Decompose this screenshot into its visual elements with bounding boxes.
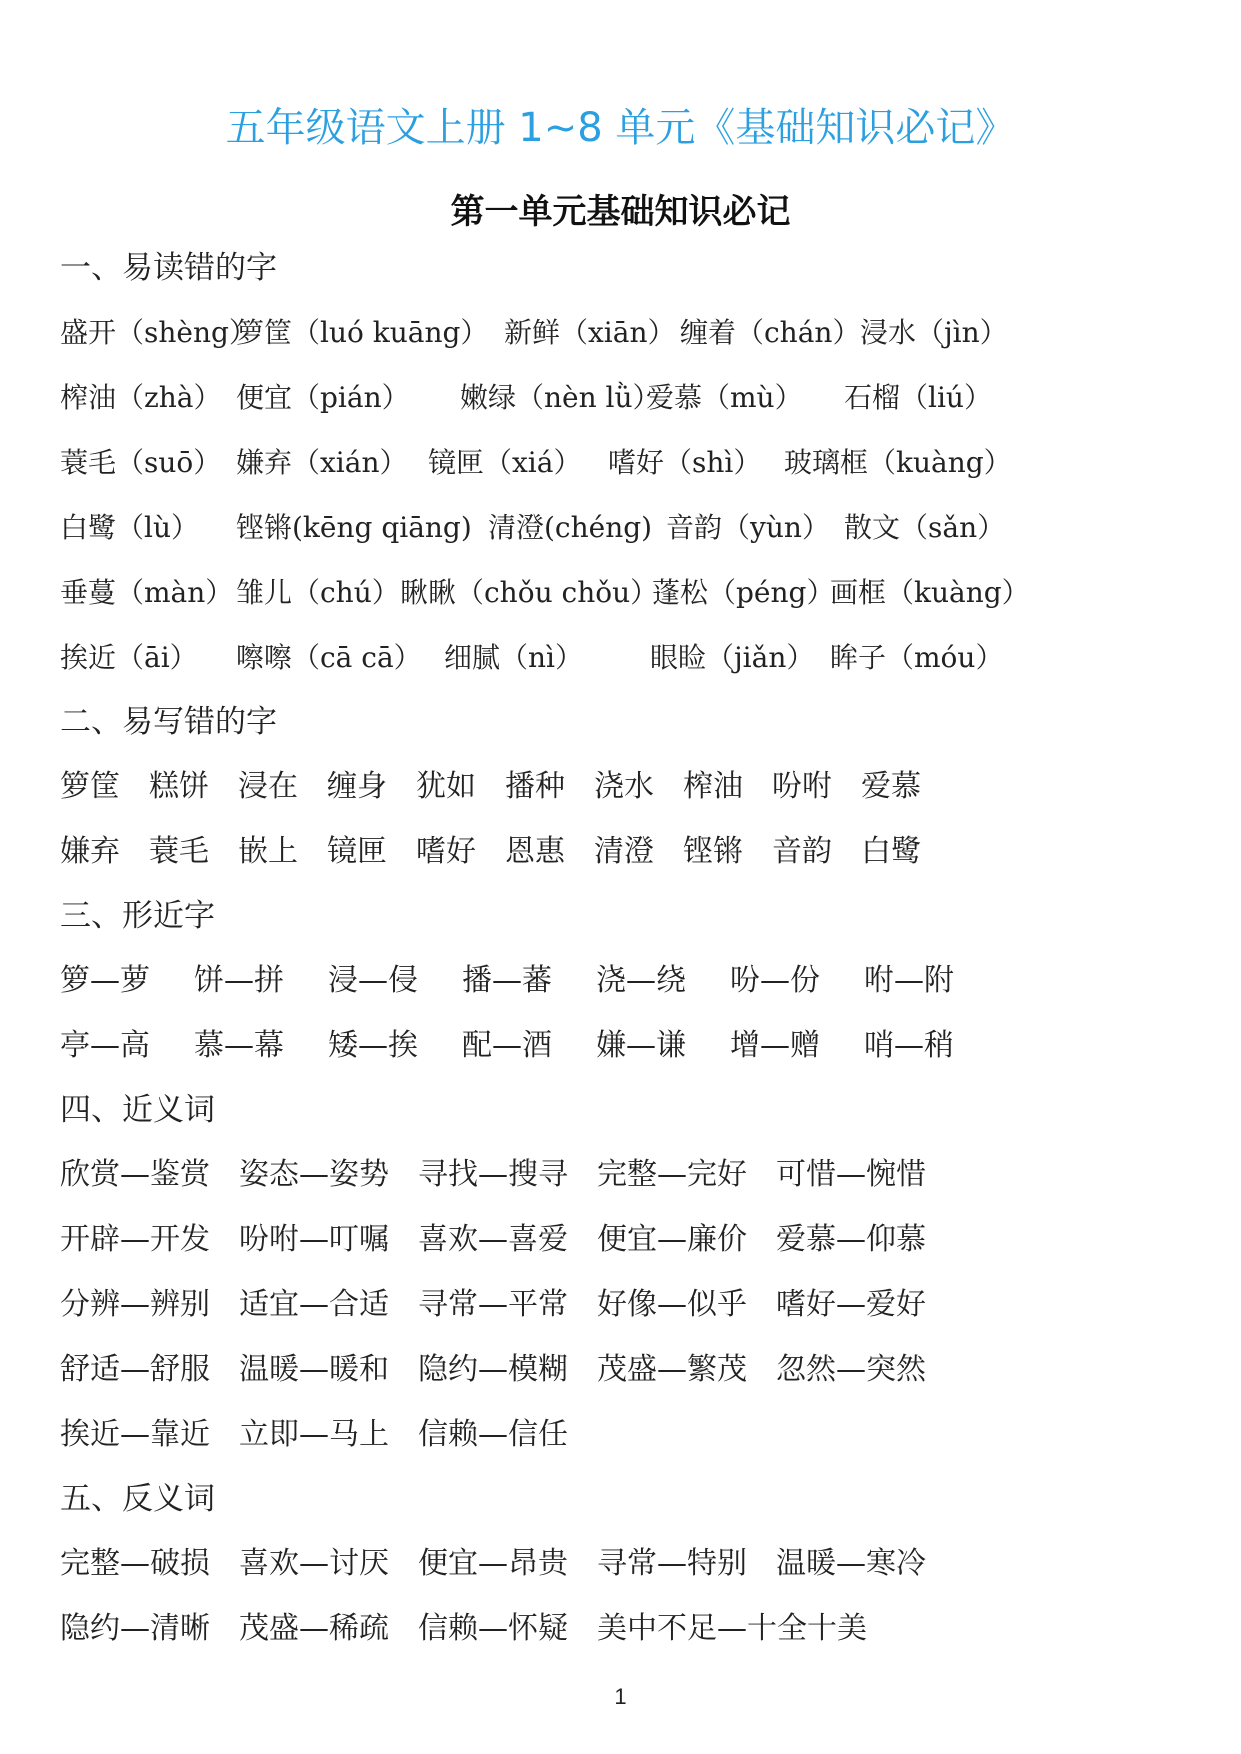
word-entry: 嗜好 <box>416 834 476 869</box>
word-entry: 信赖—怀疑 <box>418 1611 568 1646</box>
word-entry: 嫌弃（xián） <box>236 446 408 479</box>
word-entry: 眸子（móu） <box>830 641 1004 674</box>
word-entry: 垂蔓（màn） <box>60 576 234 609</box>
word-entry: 配—酒 <box>462 1028 552 1063</box>
word-entry: 隐约—模糊 <box>418 1352 568 1387</box>
word-entry: 姿态—姿势 <box>239 1157 389 1192</box>
word-row <box>60 365 1210 430</box>
word-entry: 便宜（pián） <box>236 381 410 414</box>
word-row <box>60 754 1210 819</box>
word-row <box>60 430 1210 495</box>
word-entry: 嵌上 <box>238 834 298 869</box>
word-entry: 隐约—清晰 <box>60 1611 210 1646</box>
word-entry: 箩筐（luó kuāng） <box>236 316 489 349</box>
word-entry: 浸水（jìn） <box>860 316 1008 349</box>
word-entry: 蓑毛 <box>149 834 209 869</box>
word-entry: 眼睑（jiǎn） <box>650 641 815 674</box>
unit-heading: 第一单元基础知识必记 <box>450 192 791 232</box>
word-entry: 忽然—突然 <box>776 1352 926 1387</box>
word-entry: 白鹭 <box>861 834 921 869</box>
word-entry: 茂盛—稀疏 <box>239 1611 389 1646</box>
word-entry: 便宜—昂贵 <box>418 1546 568 1581</box>
word-entry: 喜欢—讨厌 <box>239 1546 389 1581</box>
word-row <box>60 1207 1210 1272</box>
word-row <box>60 819 1210 884</box>
word-entry: 蓬松（péng） <box>652 576 835 609</box>
word-entry: 犹如 <box>416 769 476 804</box>
word-entry: 浸—侵 <box>328 963 418 998</box>
word-entry: 玻璃框（kuàng） <box>784 446 1012 479</box>
word-row <box>60 625 1210 690</box>
word-entry: 嗜好—爱好 <box>776 1287 926 1322</box>
word-entry: 箩筐 <box>60 769 120 804</box>
section-heading: 一、易读错的字 <box>60 250 277 286</box>
word-entry: 细腻（nì） <box>444 641 583 674</box>
section-heading: 五、反义词 <box>60 1481 215 1517</box>
word-entry: 浇水 <box>594 769 654 804</box>
section-heading: 三、形近字 <box>60 898 215 934</box>
word-entry: 箩—萝 <box>60 963 150 998</box>
word-entry: 哨—稍 <box>864 1028 954 1063</box>
word-entry: 浇—绕 <box>596 963 686 998</box>
word-entry: 嫌—谦 <box>596 1028 686 1063</box>
word-entry: 镜匣（xiá） <box>428 446 582 479</box>
word-entry: 适宜—合适 <box>239 1287 389 1322</box>
word-entry: 可惜—惋惜 <box>776 1157 926 1192</box>
word-row <box>60 1272 1210 1337</box>
word-entry: 音韵 <box>772 834 832 869</box>
word-entry: 慕—幕 <box>194 1028 284 1063</box>
word-entry: 茂盛—繁茂 <box>597 1352 747 1387</box>
word-entry: 浸在 <box>238 769 298 804</box>
word-entry: 喜欢—喜爱 <box>418 1222 568 1257</box>
word-entry: 欣赏—鉴赏 <box>60 1157 210 1192</box>
word-entry: 播种 <box>505 769 565 804</box>
section-heading: 二、易写错的字 <box>60 704 277 740</box>
word-entry: 画框（kuàng） <box>830 576 1030 609</box>
word-entry: 播—蕃 <box>462 963 552 998</box>
word-entry: 嗜好（shì） <box>608 446 762 479</box>
word-row <box>60 1013 1210 1078</box>
word-entry: 音韵（yùn） <box>666 511 830 544</box>
document-title: 五年级语文上册 1~8 单元《基础知识必记》 <box>225 105 1016 151</box>
word-entry: 缠着（chán） <box>680 316 861 349</box>
word-entry: 咐—附 <box>864 963 954 998</box>
word-entry: 石榴（liú） <box>844 381 992 414</box>
word-entry: 蓑毛（suō） <box>60 446 222 479</box>
word-entry: 便宜—廉价 <box>597 1222 747 1257</box>
word-entry: 瞅瞅（chǒu chǒu） <box>400 576 659 609</box>
word-entry: 铿锵(kēng qiāng) <box>236 511 472 544</box>
word-row <box>60 560 1210 625</box>
section-heading: 四、近义词 <box>60 1092 215 1128</box>
word-entry: 立即—马上 <box>239 1417 389 1452</box>
word-entry: 糕饼 <box>149 769 209 804</box>
word-entry: 增—赠 <box>730 1028 820 1063</box>
word-row <box>60 1402 1210 1467</box>
word-entry: 清澄(chéng) <box>488 511 653 544</box>
word-entry: 吩咐 <box>772 769 832 804</box>
word-row <box>60 1142 1210 1207</box>
word-entry: 舒适—舒服 <box>60 1352 210 1387</box>
word-entry: 恩惠 <box>505 834 565 869</box>
word-row <box>60 1337 1210 1402</box>
word-entry: 嫌弃 <box>60 834 120 869</box>
word-entry: 吩—份 <box>730 963 820 998</box>
word-entry: 爱慕—仰慕 <box>776 1222 926 1257</box>
word-entry: 亭—高 <box>60 1028 150 1063</box>
word-entry: 完整—破损 <box>60 1546 210 1581</box>
word-entry: 爱慕（mù） <box>646 381 803 414</box>
word-entry: 信赖—信任 <box>418 1417 568 1452</box>
word-row <box>60 495 1210 560</box>
page-number: 1 <box>614 1684 627 1709</box>
word-entry: 开辟—开发 <box>60 1222 210 1257</box>
word-entry: 挨近（āi） <box>60 641 198 674</box>
word-entry: 嚓嚓（cā cā） <box>236 641 422 674</box>
word-entry: 吩咐—叮嘱 <box>239 1222 389 1257</box>
word-entry: 爱慕 <box>861 769 921 804</box>
document-body <box>60 236 1210 1661</box>
word-entry: 温暖—寒冷 <box>776 1546 926 1581</box>
word-entry: 分辨—辨别 <box>60 1287 210 1322</box>
word-entry: 美中不足—十全十美 <box>597 1611 867 1646</box>
word-entry: 矮—挨 <box>328 1028 418 1063</box>
word-entry: 白鹭（lù） <box>60 511 199 544</box>
word-entry: 寻常—平常 <box>418 1287 568 1322</box>
word-entry: 温暖—暖和 <box>239 1352 389 1387</box>
word-row <box>60 1531 1210 1596</box>
word-entry: 雏儿（chú） <box>236 576 400 609</box>
word-row <box>60 1596 1210 1661</box>
word-entry: 完整—完好 <box>597 1157 747 1192</box>
word-entry: 清澄 <box>594 834 654 869</box>
word-entry: 挨近—靠近 <box>60 1417 210 1452</box>
word-entry: 寻常—特别 <box>597 1546 747 1581</box>
word-entry: 镜匣 <box>327 834 387 869</box>
word-entry: 榨油（zhà） <box>60 381 222 414</box>
word-row <box>60 300 1210 365</box>
word-entry: 新鲜（xiān） <box>504 316 676 349</box>
word-entry: 好像—似乎 <box>597 1287 747 1322</box>
word-entry: 散文（sǎn） <box>844 511 1006 544</box>
word-entry: 缠身 <box>327 769 387 804</box>
word-entry: 铿锵 <box>683 834 743 869</box>
word-entry: 盛开（shèng） <box>60 316 257 349</box>
word-entry: 饼—拼 <box>194 963 284 998</box>
word-row <box>60 948 1210 1013</box>
word-entry: 寻找—搜寻 <box>418 1157 568 1192</box>
word-entry: 嫩绿（nèn lǜ） <box>460 381 661 414</box>
word-entry: 榨油 <box>683 769 743 804</box>
